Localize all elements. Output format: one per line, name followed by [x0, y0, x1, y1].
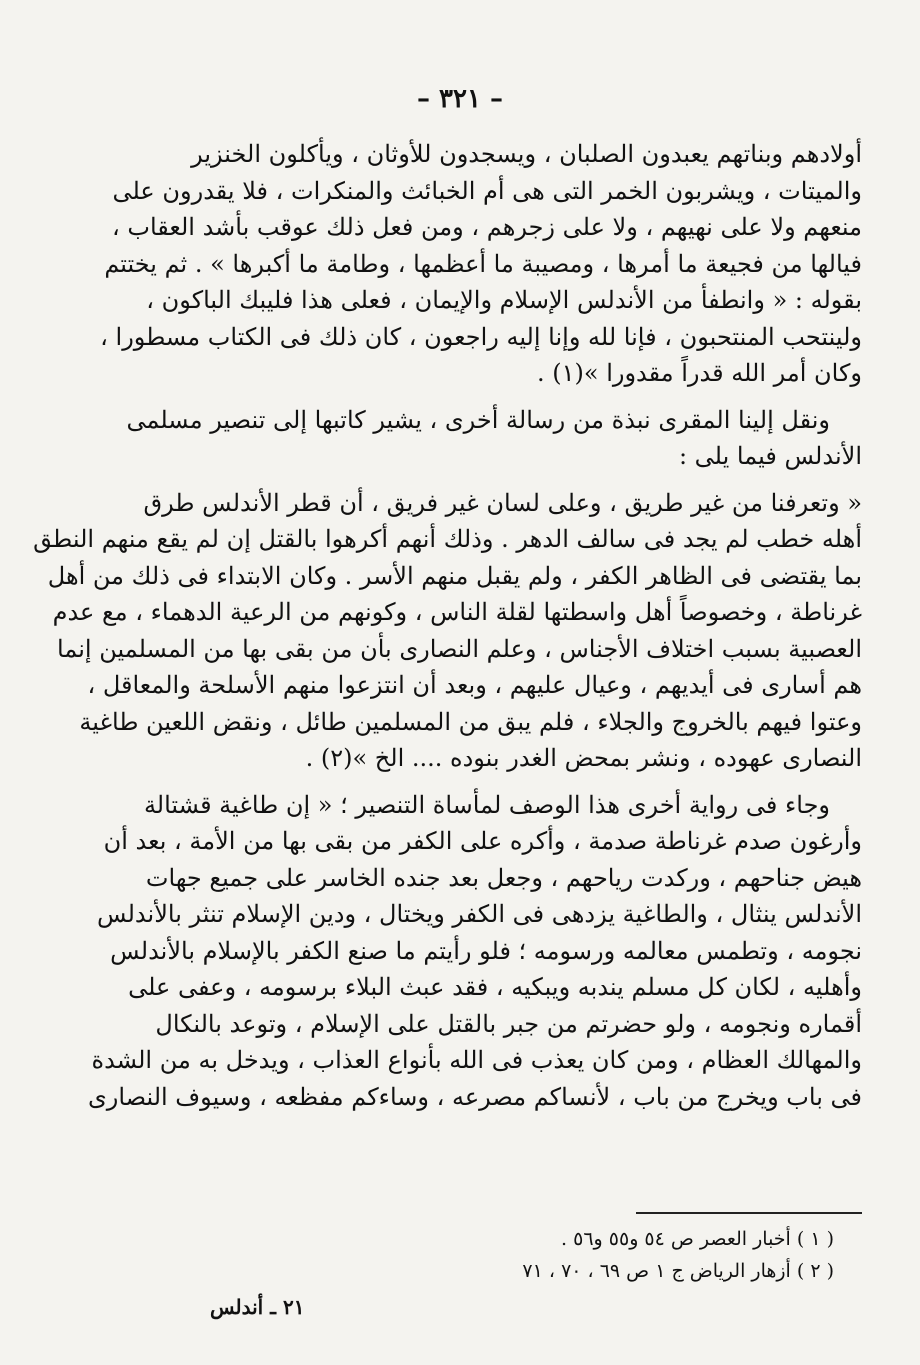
text-line: فيالها من فجيعة ما أمرها ، ومصيبة ما أعظمها ، وطامة ما أكبرها » . ثم يختتم: [104, 249, 862, 278]
paragraph-3: [33, 485, 862, 777]
text-line: وأرغون صدم غرناطة صدمة ، وأكره على الكفر من بقى بها من الأمة ، بعد أن: [103, 827, 862, 855]
paragraph-2: [126, 402, 862, 475]
footnote-2: ( ٢ ) أزهار الرياض ج ١ ص ٦٩ ، ٧٠ ، ٧١: [522, 1260, 834, 1282]
page-number: – ٣٢١ –: [416, 84, 504, 114]
footnote-1: ( ١ ) أخبار العصر ص ٥٤ و٥٥ و٥٦ .: [561, 1228, 834, 1250]
text-line: غرناطة ، وخصوصاً أهل واسطتها لقلة الناس ، وكونهم من الرعية الدهماء ، مع عدم: [52, 598, 862, 626]
body-text: [33, 136, 862, 1125]
text-line: الأندلس فيما يلى :: [678, 442, 862, 470]
text-line: ونقل إلينا المقرى نبذة من رسالة أخرى ، يشير كاتبها إلى تنصير مسلمى: [126, 405, 830, 434]
text-line: وعتوا فيهم بالخروج والجلاء ، فلم يبق من المسلمين طائل ، ونقض اللعين طاغية: [79, 707, 862, 736]
text-line: وأهليه ، لكان كل مسلم يندبه ويبكيه ، فقد عبث البلاء برسومه ، وعفى على: [128, 973, 862, 1001]
text-line: أهله خطب لم يجد فى سالف الدهر . وذلك أنهم أكرهوا بالقتل إن لم يقع منهم النطق: [33, 525, 862, 553]
text-line: النصارى عهوده ، ونشر بمحض الغدر بنوده .... الخ »(٢) .: [305, 744, 862, 772]
text-line: هيض جناحهم ، وركدت رياحهم ، وجعل بعد جنده الخاسر على جميع جهات: [145, 863, 862, 892]
text-line: ولينتحب المنتحبون ، فإنا لله وإنا إليه راجعون ، كان ذلك فى الكتاب مسطورا ،: [100, 322, 862, 351]
text-line: والميتات ، ويشربون الخمر التى هى أم الخبائث والمنكرات ، فلا يقدرون على: [112, 176, 862, 205]
text-line: الأندلس ينثال ، والطاغية يزدهى فى الكفر ويختال ، ودين الإسلام تنثر بالأندلس: [97, 900, 862, 928]
text-line: بما يقتضى فى الظاهر الكفر ، ولم يقبل منهم الأسر . وكان الابتداء فى ذلك من أهل: [47, 561, 862, 590]
footnotes: [314, 1223, 834, 1287]
text-line: أولادهم وبناتهم يعبدون الصلبان ، ويسجدون للأوثان ، ويأكلون الخنزير: [191, 140, 862, 168]
text-line: العصبية بسبب اختلاف الأجناس ، وعلم النصارى بأن من بقى بها من المسلمين إنما: [57, 634, 862, 663]
text-line: هم أسارى فى أيديهم ، وعيال عليهم ، وبعد أن انتزعوا منهم الأسلحة والمعاقل ،: [87, 671, 862, 699]
text-line: منعهم ولا على نهيهم ، ولا على زجرهم ، ومن فعل ذلك عوقب بأشد العقاب ،: [111, 213, 862, 241]
paragraph-4: [87, 787, 862, 1116]
footnote-divider: [636, 1212, 862, 1214]
signature-mark: ٢١ ـ أندلس: [210, 1295, 305, 1319]
text-line: بقوله : « وانطفأ من الأندلس الإسلام والإيمان ، فعلى هذا فليبك الباكون ،: [146, 286, 862, 314]
text-line: وكان أمر الله قدراً مقدورا »(١) .: [537, 359, 862, 387]
text-line: « وتعرفنا من غير طريق ، وعلى لسان غير فريق ، أن قطر الأندلس طرق: [143, 488, 862, 517]
text-line: والمهالك العظام ، ومن كان يعذب فى الله بأنواع العذاب ، ويدخل به من الشدة: [91, 1046, 862, 1074]
text-line: أقماره ونجومه ، ولو حضرتم من جبر بالقتل على الإسلام ، وتوعد بالنكال: [155, 1009, 862, 1038]
text-line: فى باب ويخرج من باب ، لأنساكم مصرعه ، وساءكم مفظعه ، وسيوف النصارى: [87, 1082, 862, 1111]
text-line: وجاء فى رواية أخرى هذا الوصف لمأساة التنصير ؛ « إن طاغية قشتالة: [143, 790, 830, 819]
paragraph-1: [100, 136, 862, 392]
text-line: نجومه ، وتطمس معالمه ورسومه ؛ فلو رأيتم ما صنع الكفر بالإسلام بالأندلس: [110, 936, 862, 965]
